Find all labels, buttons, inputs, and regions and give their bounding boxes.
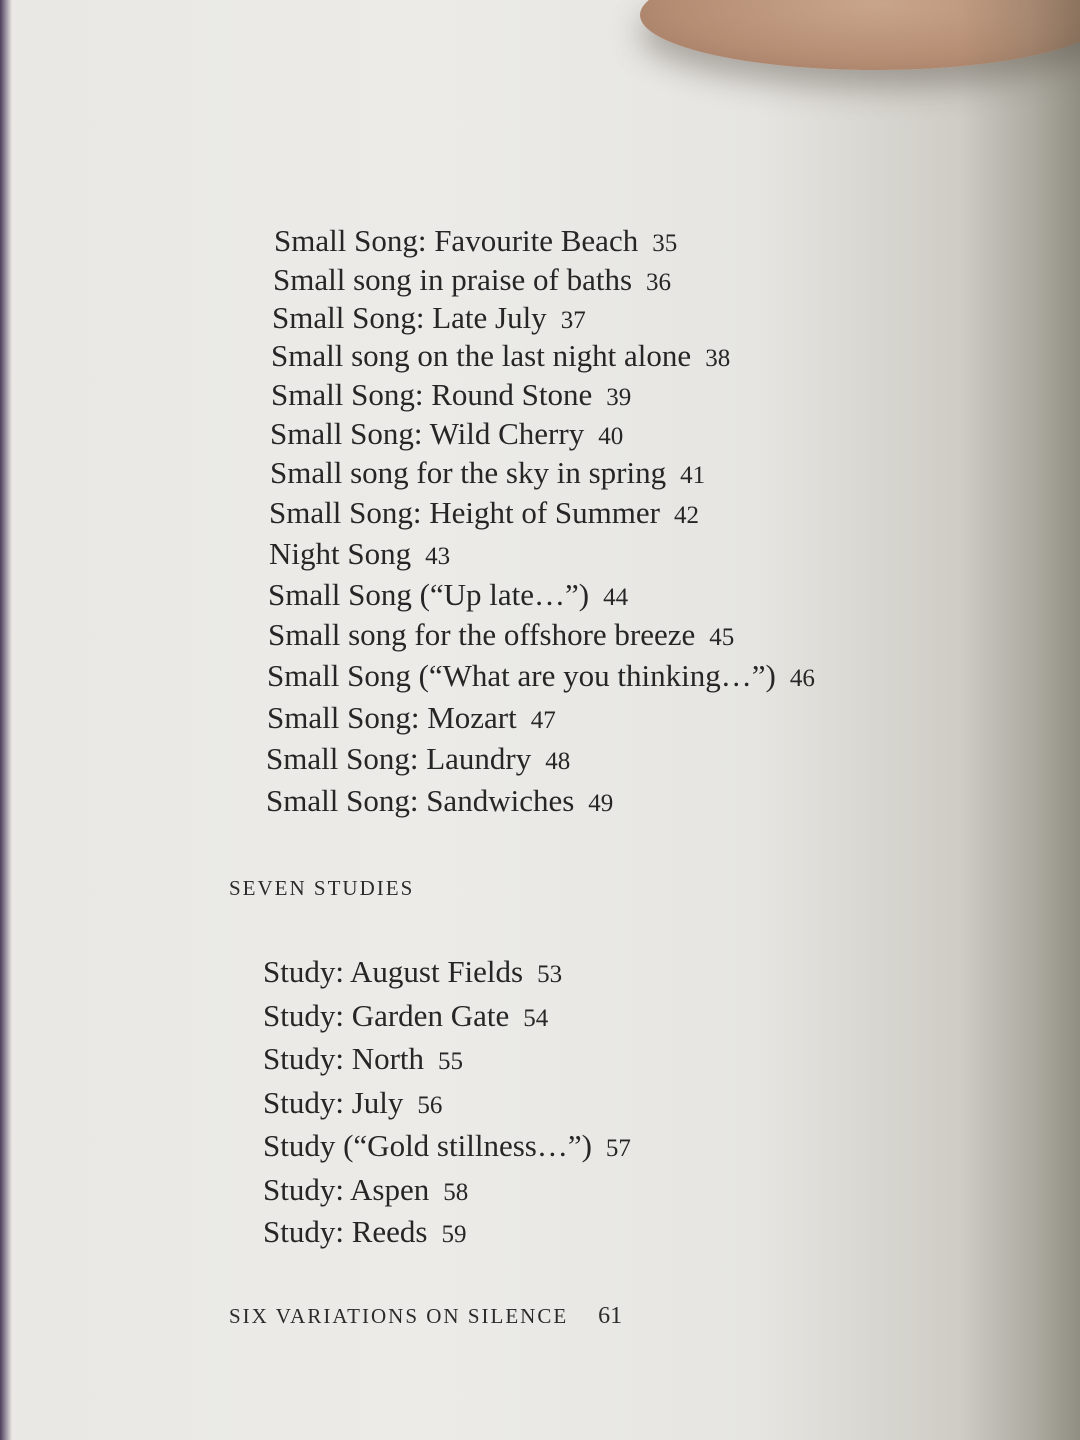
toc-entry: [263, 1084, 442, 1125]
entry-title: Small Song (“What are you thinking…”): [267, 658, 776, 693]
entry-page: 39: [606, 384, 632, 411]
entry-page: 46: [789, 665, 815, 692]
toc-entry: [267, 699, 556, 740]
entry-title: Study: July: [263, 1085, 404, 1120]
entry-title: Small Song: Wild Cherry: [270, 416, 585, 451]
entry-title: Study: August Fields: [263, 954, 524, 989]
section-heading-text: SEVEN STUDIES: [229, 876, 415, 900]
entry-page: 57: [605, 1135, 631, 1162]
entry-page: 45: [709, 624, 735, 651]
toc-entry: [270, 454, 705, 495]
entry-page: 40: [598, 423, 624, 450]
entry-title: Small Song: Round Stone: [271, 377, 593, 412]
toc-entry: [263, 1040, 463, 1081]
entry-page: 41: [680, 462, 706, 489]
entry-title: Study: Garden Gate: [263, 998, 510, 1033]
entry-title: Night Song: [269, 536, 412, 571]
toc-entry: [267, 657, 815, 698]
toc-entry: [263, 997, 548, 1038]
toc-entry: [274, 222, 677, 263]
toc-entry: [270, 415, 623, 456]
entry-page: 44: [603, 584, 629, 611]
section-heading: [229, 1303, 622, 1330]
section-heading: [229, 876, 414, 901]
toc-entry: [271, 337, 730, 378]
toc-entry: [263, 1171, 468, 1212]
toc-entry: [272, 299, 586, 340]
toc-entry: [263, 953, 562, 994]
entry-title: Small Song: Height of Summer: [269, 495, 660, 530]
toc-entry: [266, 740, 570, 781]
entry-title: Small song in praise of baths: [273, 262, 633, 297]
entry-title: Small Song: Mozart: [267, 700, 517, 735]
entry-page: 49: [588, 790, 614, 817]
entry-title: Small Song: Favourite Beach: [274, 223, 639, 258]
toc-entry: [269, 535, 450, 576]
toc-entry: [269, 494, 699, 535]
entry-page: 59: [441, 1221, 467, 1248]
entry-title: Small Song: Sandwiches: [266, 783, 575, 818]
toc-entry: [266, 782, 613, 823]
entry-page: 53: [537, 961, 563, 988]
entry-title: Small song on the last night alone: [271, 338, 692, 373]
entry-title: Study: Reeds: [263, 1214, 428, 1249]
entry-title: Small Song: Late July: [272, 300, 547, 335]
entry-title: Small Song: Laundry: [266, 741, 532, 776]
entry-title: Small song for the sky in spring: [270, 455, 667, 490]
entry-page: 37: [560, 307, 586, 334]
entry-page: 56: [417, 1092, 443, 1119]
toc-entry: [268, 616, 734, 657]
entry-page: 36: [646, 269, 672, 296]
entry-page: 55: [438, 1048, 464, 1075]
entry-title: Study: Aspen: [263, 1172, 430, 1207]
entry-title: Small Song (“Up late…”): [268, 577, 590, 612]
entry-page: 38: [705, 345, 731, 372]
entry-page: 42: [673, 502, 699, 529]
entry-title: Study (“Gold stillness…”): [263, 1128, 592, 1163]
entry-page: 48: [545, 748, 571, 775]
toc-entry: [273, 261, 671, 302]
entry-title: Small song for the offshore breeze: [268, 617, 696, 652]
entry-page: 47: [530, 707, 556, 734]
toc-entry: [263, 1213, 466, 1254]
entry-page: 54: [523, 1005, 549, 1032]
section-heading-page: 61: [598, 1303, 623, 1329]
toc-entry: [268, 576, 628, 617]
entry-page: 58: [443, 1179, 469, 1206]
toc-entry: [271, 376, 631, 417]
entry-title: Study: North: [263, 1041, 425, 1076]
entry-page: 35: [652, 230, 678, 257]
section-heading-text: SIX VARIATIONS ON SILENCE: [229, 1304, 569, 1328]
toc-entry: [263, 1127, 631, 1168]
entry-page: 43: [425, 543, 451, 570]
